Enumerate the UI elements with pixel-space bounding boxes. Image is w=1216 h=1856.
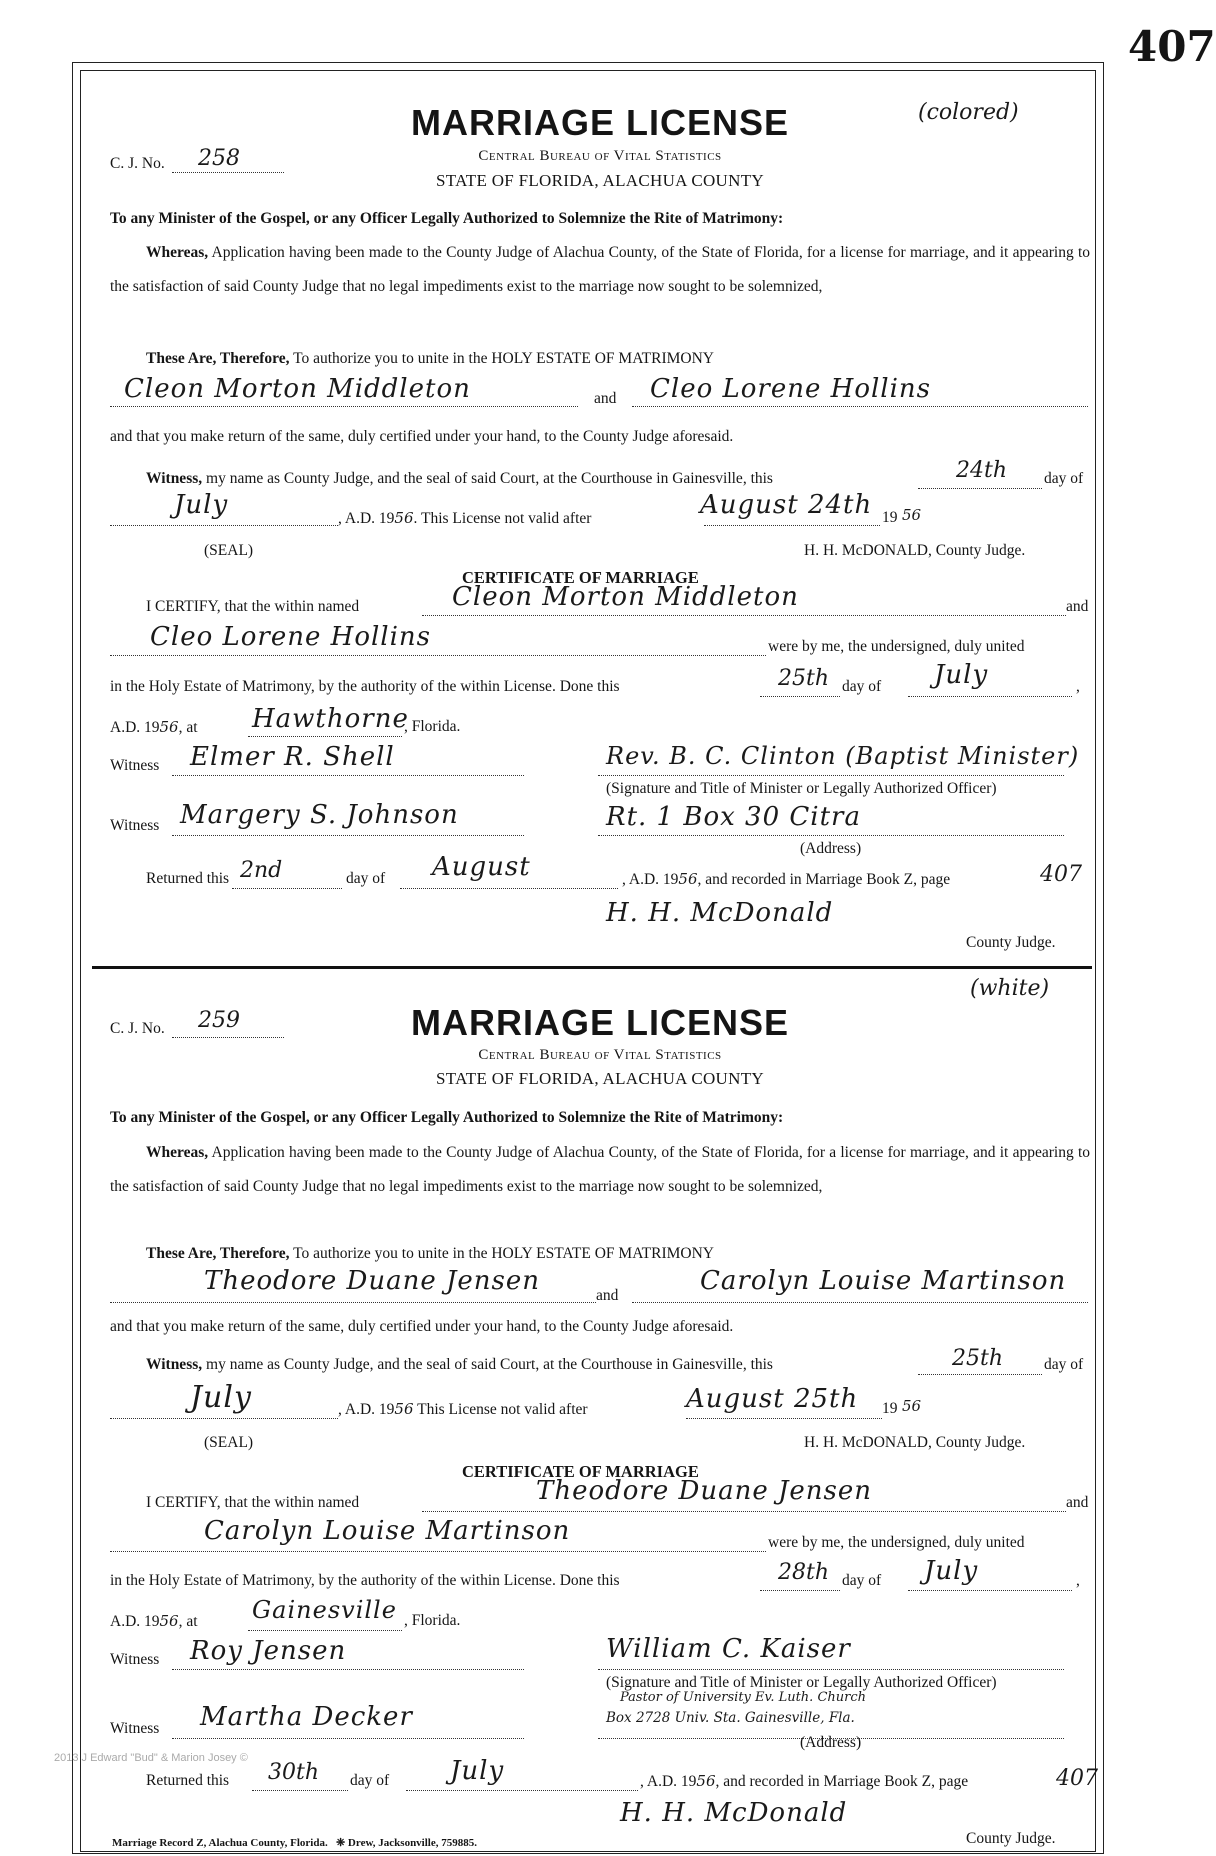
- florida: , Florida.: [404, 1612, 461, 1629]
- returned-day-of: day of: [346, 870, 386, 887]
- cert-bride: Carolyn Louise Martinson: [204, 1516, 571, 1546]
- returned-day: 2nd: [240, 858, 283, 883]
- section-divider: [92, 966, 1092, 969]
- comma: ,: [1076, 678, 1080, 695]
- returned-label: Returned this: [146, 1772, 230, 1789]
- cj-label: C. J. No.: [110, 155, 165, 172]
- done-day-of: day of: [842, 678, 882, 695]
- address-line: To any Minister of the Gospel, or any Officer Legally Authorized to Solemnize the Rite of Matrimony:: [110, 1109, 784, 1126]
- returned-day-of: day of: [350, 1772, 390, 1789]
- authorize-line: These Are, Therefore, To authorize you to unite in the HOLY ESTATE OF MATRIMONY: [146, 1245, 715, 1262]
- cert-bride: Cleo Lorene Hollins: [150, 622, 432, 652]
- returned-year: , A.D. 1956, and recorded in Marriage Book Z, page: [622, 870, 951, 888]
- bride-name: Carolyn Louise Martinson: [700, 1266, 1067, 1296]
- and-label: and: [596, 1287, 619, 1304]
- done-day: 25th: [778, 666, 830, 691]
- officiant-address: Rt. 1 Box 30 Citra: [606, 802, 861, 832]
- sig-caption: (Signature and Title of Minister or Legally Authorized Officer): [606, 780, 997, 797]
- done-month: July: [924, 1556, 979, 1586]
- officiant-signature: Rev. B. C. Clinton (Baptist Minister): [606, 742, 1080, 770]
- and-label: and: [594, 390, 617, 407]
- day-of: day of: [1044, 1356, 1084, 1373]
- witness2-label: Witness: [110, 817, 160, 834]
- bride-name: Cleo Lorene Hollins: [650, 374, 932, 404]
- returned-year: , A.D. 1956, and recorded in Marriage Book Z, page: [640, 1772, 969, 1790]
- groom-name: Cleon Morton Middleton: [124, 374, 471, 404]
- cj-number: 258: [198, 146, 240, 171]
- witness1-label: Witness: [110, 757, 160, 774]
- certify-text: I CERTIFY, that the within named: [146, 1494, 360, 1511]
- ad-year-line: , A.D. 1956 This License not valid after: [338, 1400, 588, 1418]
- expiry-date: August 24th: [700, 490, 873, 520]
- witness1-signature: Elmer R. Shell: [190, 742, 395, 772]
- witness-line: Witness, my name as County Judge, and the seal of said Court, at the Courthouse in Gainesville, this: [146, 1356, 773, 1373]
- issuing-judge: H. H. McDONALD, County Judge.: [804, 542, 1026, 559]
- race-note: (colored): [918, 100, 1019, 125]
- returned-month: July: [450, 1756, 505, 1786]
- license-title: MARRIAGE LICENSE: [410, 102, 790, 143]
- cert-groom: Theodore Duane Jensen: [536, 1476, 873, 1506]
- state-county: STATE OF FLORIDA, ALACHUA COUNTY: [436, 1069, 764, 1088]
- witness2-signature: Martha Decker: [200, 1702, 413, 1732]
- holy-estate: in the Holy Estate of Matrimony, by the authority of the within License. Done this: [110, 678, 620, 695]
- witness2-signature: Margery S. Johnson: [180, 800, 459, 830]
- certificate-title: CERTIFICATE OF MARRIAGE: [462, 568, 699, 587]
- witness-line: Witness, my name as County Judge, and the seal of said Court, at the Courthouse in Gainesville, this: [146, 470, 773, 487]
- state-county: STATE OF FLORIDA, ALACHUA COUNTY: [436, 171, 764, 190]
- returned-day: 30th: [268, 1760, 320, 1785]
- returned-label: Returned this: [146, 870, 230, 887]
- cert-and: and: [1066, 1494, 1089, 1511]
- return-line: and that you make return of the same, duly certified under your hand, to the County Judge aforesaid.: [110, 428, 734, 445]
- returned-month: August: [432, 852, 531, 882]
- done-month: July: [934, 660, 989, 690]
- expiry-19: 19: [882, 509, 898, 526]
- officiant-title: Pastor of University Ev. Luth. Church: [620, 1690, 867, 1705]
- race-note: (white): [970, 976, 1050, 1001]
- authorize-line: These Are, Therefore, To authorize you to unite in the HOLY ESTATE OF MATRIMONY: [146, 350, 715, 367]
- expiry-19: 19: [882, 1400, 898, 1417]
- witness1-label: Witness: [110, 1651, 160, 1668]
- county-judge: County Judge.: [966, 1830, 1056, 1847]
- issuing-judge: H. H. McDONALD, County Judge.: [804, 1434, 1026, 1451]
- expiry-year: 56: [902, 1397, 922, 1415]
- done-day-of: day of: [842, 1572, 882, 1589]
- witness1-signature: Roy Jensen: [190, 1636, 347, 1666]
- seal: (SEAL): [204, 1434, 254, 1451]
- recorded-page: 407: [1056, 1766, 1098, 1791]
- whereas-paragraph: Whereas, Application having been made to the County Judge of Alachua County, of the State of Florida, for a license for marriage, and it appearing to the satisfaction of said County Judge that no legal impediments exist to the marriage now sought to be solemnized,: [110, 244, 1090, 295]
- county-judge: County Judge.: [966, 934, 1056, 951]
- issue-month: July: [174, 490, 229, 520]
- were-by-me: were by me, the undersigned, duly united: [768, 1534, 1025, 1551]
- bureau: Central Bureau of Vital Statistics: [478, 148, 722, 164]
- done-ad: A.D. 1956, at: [110, 718, 198, 736]
- holy-estate: in the Holy Estate of Matrimony, by the authority of the within License. Done this: [110, 1572, 620, 1589]
- sig-caption: (Signature and Title of Minister or Legally Authorized Officer): [606, 1674, 997, 1691]
- expiry-year: 56: [902, 506, 922, 524]
- judge-signature: H. H. McDonald: [620, 1798, 848, 1828]
- done-ad: A.D. 1956, at: [110, 1612, 198, 1630]
- officiant-signature: William C. Kaiser: [606, 1634, 851, 1664]
- officiant-address: Box 2728 Univ. Sta. Gainesville, Fla.: [606, 1710, 855, 1726]
- address-caption: (Address): [800, 1734, 862, 1751]
- address-line: To any Minister of the Gospel, or any Officer Legally Authorized to Solemnize the Rite of Matrimony:: [110, 210, 784, 227]
- issue-month: July: [190, 1380, 252, 1415]
- whereas-paragraph: Whereas, Application having been made to the County Judge of Alachua County, of the State of Florida, for a license for marriage, and it appearing to the satisfaction of said County Judge that no legal impediments exist to the marriage now sought to be solemnized,: [110, 1144, 1090, 1195]
- issue-day: 24th: [956, 458, 1008, 483]
- copyright-watermark: 2013 J Edward "Bud" & Marion Josey ©: [54, 1752, 248, 1764]
- day-of: day of: [1044, 470, 1084, 487]
- page-number: 407: [1128, 22, 1216, 71]
- cj-label: C. J. No.: [110, 1020, 165, 1037]
- florida: , Florida.: [404, 718, 461, 735]
- cert-groom: Cleon Morton Middleton: [452, 582, 799, 612]
- license-title: MARRIAGE LICENSE: [410, 1002, 790, 1043]
- certify-text: I CERTIFY, that the within named: [146, 598, 360, 615]
- cert-and: and: [1066, 598, 1089, 615]
- ad-year-line: , A.D. 1956. This License not valid after: [338, 509, 592, 527]
- witness2-label: Witness: [110, 1720, 160, 1737]
- comma: ,: [1076, 1572, 1080, 1589]
- seal: (SEAL): [204, 542, 254, 559]
- groom-name: Theodore Duane Jensen: [204, 1266, 541, 1296]
- certificate-title: CERTIFICATE OF MARRIAGE: [462, 1462, 699, 1481]
- marriage-place: Gainesville: [252, 1596, 397, 1624]
- recorded-page: 407: [1040, 862, 1082, 887]
- address-caption: (Address): [800, 840, 862, 857]
- return-line: and that you make return of the same, duly certified under your hand, to the County Judge aforesaid.: [110, 1318, 734, 1335]
- marriage-place: Hawthorne: [252, 704, 409, 734]
- issue-day: 25th: [952, 1346, 1004, 1371]
- were-by-me: were by me, the undersigned, duly united: [768, 638, 1025, 655]
- bureau: Central Bureau of Vital Statistics: [478, 1047, 722, 1063]
- judge-signature: H. H. McDonald: [606, 898, 834, 928]
- expiry-date: August 25th: [686, 1384, 859, 1414]
- done-day: 28th: [778, 1560, 830, 1585]
- cj-number: 259: [198, 1008, 240, 1033]
- footer-record: Marriage Record Z, Alachua County, Florida. ❈ Drew, Jacksonville, 759885.: [112, 1837, 477, 1849]
